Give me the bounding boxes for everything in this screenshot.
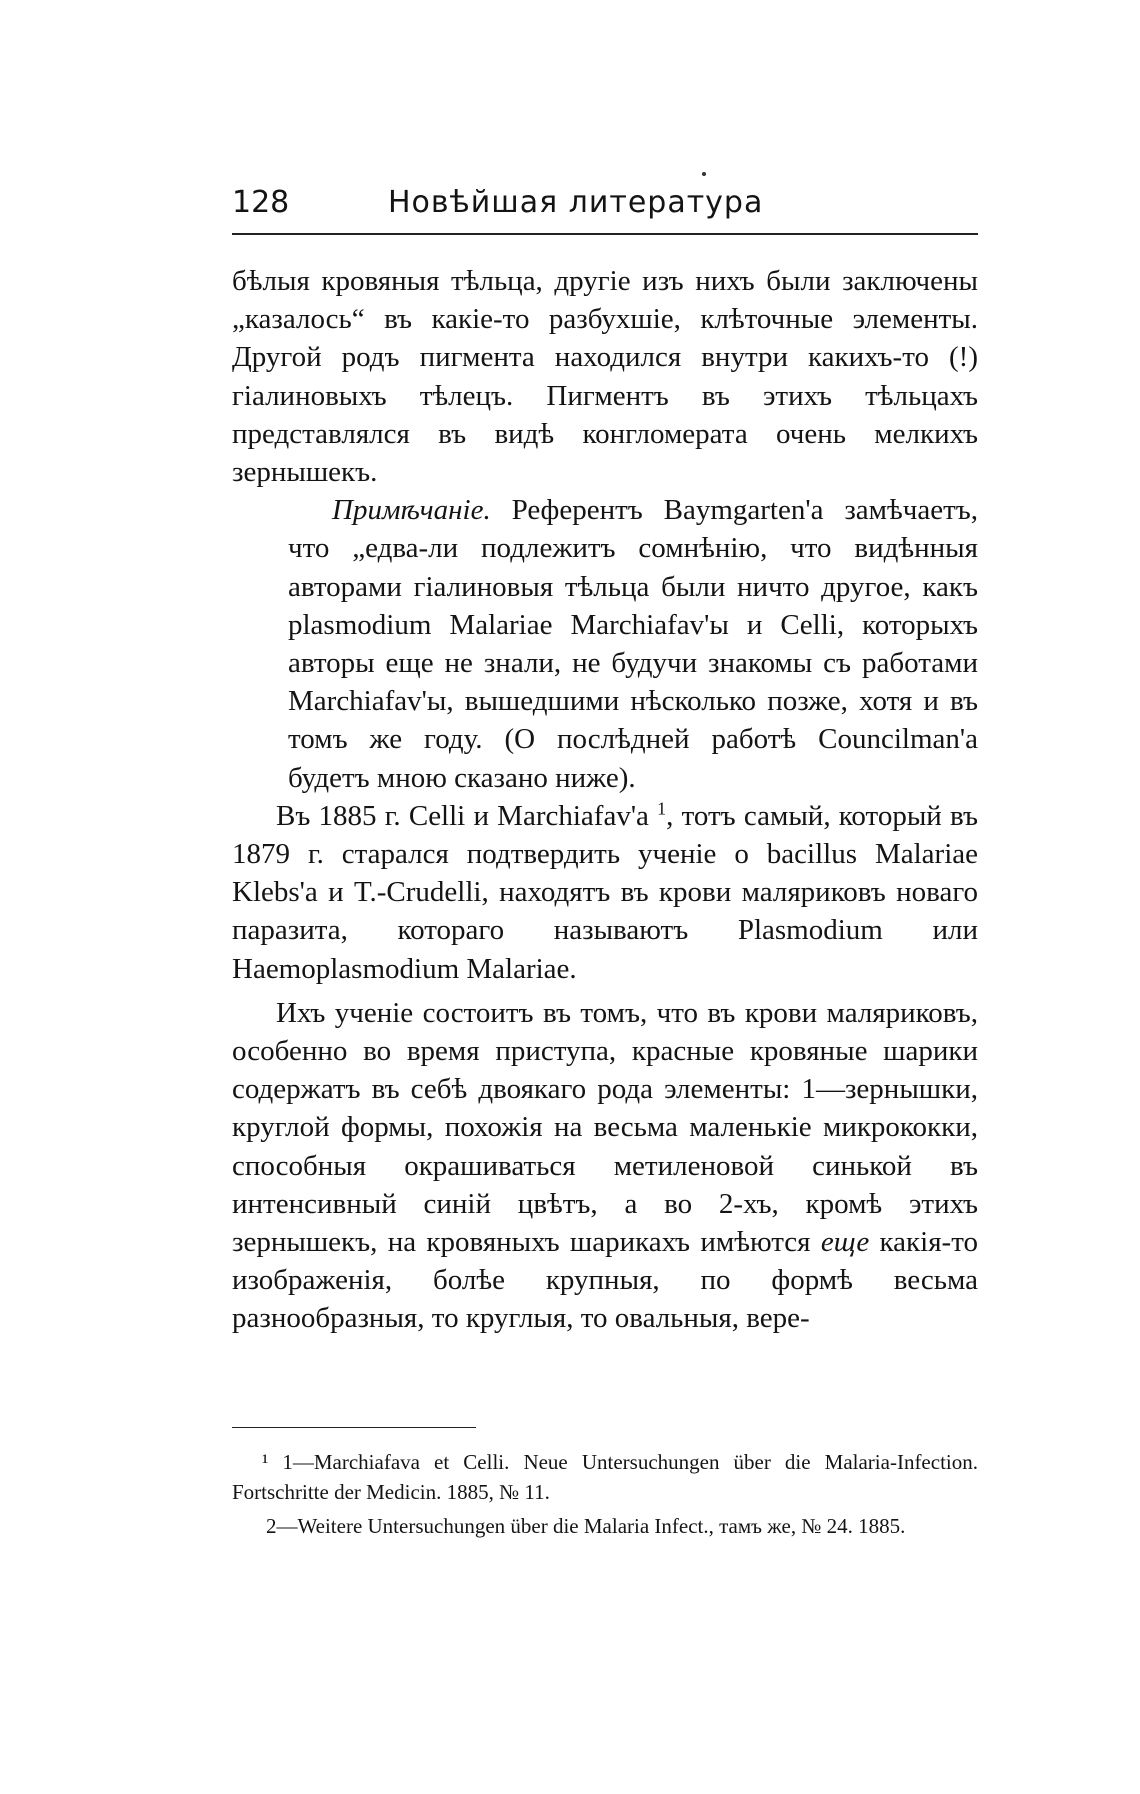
italic-word: еще	[820, 1226, 870, 1259]
footnote-1-text: 1—Marchiafava et Celli. Neue Untersuchungen über die Malaria-Infection. Fortschritte der Medicin. 1885, № 11.	[232, 1450, 978, 1504]
footnote-2: 2—Weitere Untersuchungen über die Malaria Infect., тамъ же, № 24. 1885.	[266, 1514, 906, 1538]
note-paragraph	[288, 491, 978, 797]
print-speck	[702, 172, 706, 176]
footnote-rule	[232, 1427, 476, 1428]
footnotes	[232, 1447, 978, 1541]
paragraph-teaching-part-b: какія-то изображенія, болѣе крупныя, по формѣ весьма разнообразныя, то круглыя, то овальныя, вере-	[232, 1226, 978, 1335]
footnote-ref-1: 1	[657, 798, 667, 819]
page-number: 128	[232, 185, 290, 220]
paragraph-continuation: бѣлыя кровяныя тѣльца, другіе изъ нихъ были заключены „казалось“ въ какіе-то разбухшіе, клѣточные элементы. Другой родъ пигмента находился внутри какихъ-то (!) гіалиновыхъ тѣлецъ. Пигментъ въ этихъ тѣльцахъ представлялся въ видѣ конгломерата очень мелкихъ зернышекъ.	[232, 265, 978, 489]
main-text	[232, 262, 978, 1338]
footnote-1-mark: ¹	[262, 1450, 269, 1474]
paragraph-1885-part-b: , тотъ самый, который въ 1879 г. старался подтвердить ученіе о bacillus Malariae Klebs'a и T.-Crudelli, находятъ въ крови маляриковъ новаго паразита, котораго называютъ Plasmodium или Haemoplasmodium Malariae.	[232, 799, 978, 985]
footnote-1	[232, 1447, 978, 1507]
paragraph-1885-part-a: Въ 1885 г. Celli и Marchiafav'a	[276, 799, 658, 832]
header-rule	[232, 233, 978, 235]
paragraph-1885	[232, 797, 978, 988]
paragraph-teaching-part-a: Ихъ ученіе состоитъ въ томъ, что въ крови маляриковъ, особенно во время приступа, красные кровяные шарики содержатъ въ себѣ двоякаго рода элементы: 1—зернышки, круглой формы, похожія на весьма маленькіе микрококки, способныя окрашиваться метиленовой синькой въ интенсивный синій цвѣтъ, а во 2-хъ, кромѣ этихъ зернышекъ, на кровяныхъ шарикахъ имѣются	[232, 996, 978, 1259]
note-label: Примѣчаніе.	[332, 494, 491, 527]
page-header	[232, 185, 978, 235]
running-title: Новѣйшая литература	[388, 185, 764, 220]
paragraph-teaching	[232, 994, 978, 1338]
note-text: Референтъ Baymgarten'a замѣчаетъ, что „едва-ли подлежитъ сомнѣнію, что видѣнныя авторами гіалиновыя тѣльца были ничто другое, какъ plasmodium Malariae Marchiafav'ы и Celli, которыхъ авторы еще не знали, не будучи знакомы съ работами Marchiafav'ы, вышедшими нѣсколько позже, хотя и въ томъ же году. (О послѣдней работѣ Councilman'a будетъ мною сказано ниже).	[288, 494, 978, 794]
